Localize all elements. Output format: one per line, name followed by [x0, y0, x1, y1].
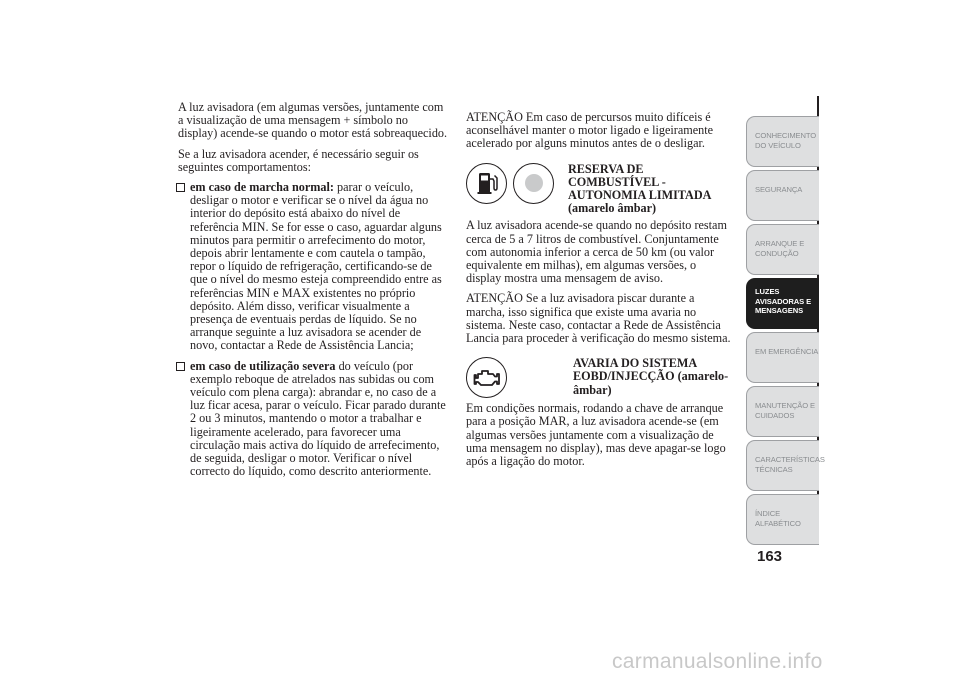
checkbox-bullet-icon [176, 362, 185, 371]
page-number: 163 [757, 548, 783, 565]
tab-warning-lights[interactable]: LUZES AVISADORAS E MENSAGENS [746, 278, 819, 329]
tab-maintenance[interactable]: MANUTENÇÃO E CUIDADOS [746, 386, 819, 437]
attention-paragraph-2: ATENÇÃO Se a luz avisadora piscar durante a marcha, isso significa que existe uma avaria no sistema. Neste caso, contactar a Rede de Assistência Lancia para proceder à verificação do mesmo sistema. [466, 291, 731, 346]
tab-index[interactable]: ÍNDICE ALFABÉTICO [746, 494, 819, 545]
tab-vehicle-knowledge[interactable]: CONHECIMENTO DO VEÍCULO [746, 116, 819, 167]
bullet-normal-driving [178, 181, 448, 353]
fuel-pump-icon [466, 163, 507, 204]
bullet-normal-text: parar o veículo, desligar o motor e verificar se o nível da água no interior do depósito está abaixo do nível de referência MIN. Se for esse o caso, aguardar alguns minutos para permitir o arrefecimento do motor, depois abrir lentamente e com cautela o tampão, repor o líquido de refrigeração, certificando-se de que o nível do mesmo esteja compreendido entre as referências MIN e MAX existentes no próprio depósito. Além disso, verificar visualmente a presença de eventuais perdas de líquido. Se no arranque seguinte a luz avisadora se acender de novo, contactar a Rede de Assistência Lancia; [190, 180, 442, 353]
fuel-icon-pair [466, 163, 554, 204]
overheat-paragraph: A luz avisadora (em algumas versões, juntamente com a visualização de uma mensagem + símbolo no display) acende-se quando o motor está sobreaquecido. [178, 100, 448, 141]
eobd-icon-holder [466, 357, 507, 398]
bullet-severe-use [178, 360, 448, 479]
eobd-header [466, 357, 734, 398]
indicator-dot-icon [513, 163, 554, 204]
right-column [466, 111, 734, 475]
instructions-intro: Se a luz avisadora acender, é necessário seguir os seguintes comportamentos: [178, 146, 419, 174]
bullet-severe-label: em caso de utilização severa [190, 358, 336, 373]
bullet-normal-label: em caso de marcha normal: [190, 180, 334, 195]
eobd-heading: AVARIA DO SISTEMA EOBD/INJECÇÃO (amarelo-âmbar) [573, 356, 729, 397]
fuel-reserve-paragraph: A luz avisadora acende-se quando no depósito restam cerca de 5 a 7 litros de combustível. Conjuntamente com autonomia inferior a cerca de 50 km (ou valor equivalente em milhas), em algumas versões, o display mostra uma mensagem de aviso. [466, 218, 727, 286]
tab-specifications[interactable]: CARACTERÍSTICAS TÉCNICAS [746, 440, 819, 491]
tab-emergency[interactable]: EM EMERGÊNCIA [746, 332, 819, 383]
fuel-reserve-header [466, 163, 734, 216]
left-column [178, 101, 448, 485]
watermark: carmanualsonline.info [612, 650, 823, 673]
eobd-paragraph: Em condições normais, rodando a chave de arranque para a posição MAR, a luz avisadora acende-se (em algumas versões juntamente com a visualização de uma mensagem no display), mas deve apagar-se logo após a ligação do motor. [466, 401, 726, 469]
checkbox-bullet-icon [176, 183, 185, 192]
engine-check-icon [466, 357, 507, 398]
attention-paragraph-1: ATENÇÃO Em caso de percursos muito difíceis é aconselhável manter o motor ligado e ligeiramente acelerado por alguns minutos antes de o desligar. [466, 110, 714, 151]
tab-starting-driving[interactable]: ARRANQUE E CONDUÇÃO [746, 224, 819, 275]
tab-safety[interactable]: SEGURANÇA [746, 170, 819, 221]
fuel-reserve-heading: RESERVA DE COMBUSTÍVEL - AUTONOMIA LIMITADA (amarelo âmbar) [568, 161, 711, 216]
bullet-severe-text: do veículo (por exemplo reboque de atrelados nas subidas ou com veículo com plena carga): abrandar e, no caso de a luz ficar acesa, parar o veículo. Ficar parado durante 2 ou 3 minutos, mantendo o motor a trabalhar e ligeiramente acelerado, para favorecer uma circulação mais activa do líquido de arrefecimento, de seguida, desligar o motor. Verificar o nível correcto do líquido, como descrito anteriormente. [190, 358, 446, 479]
section-tabs [746, 116, 825, 548]
